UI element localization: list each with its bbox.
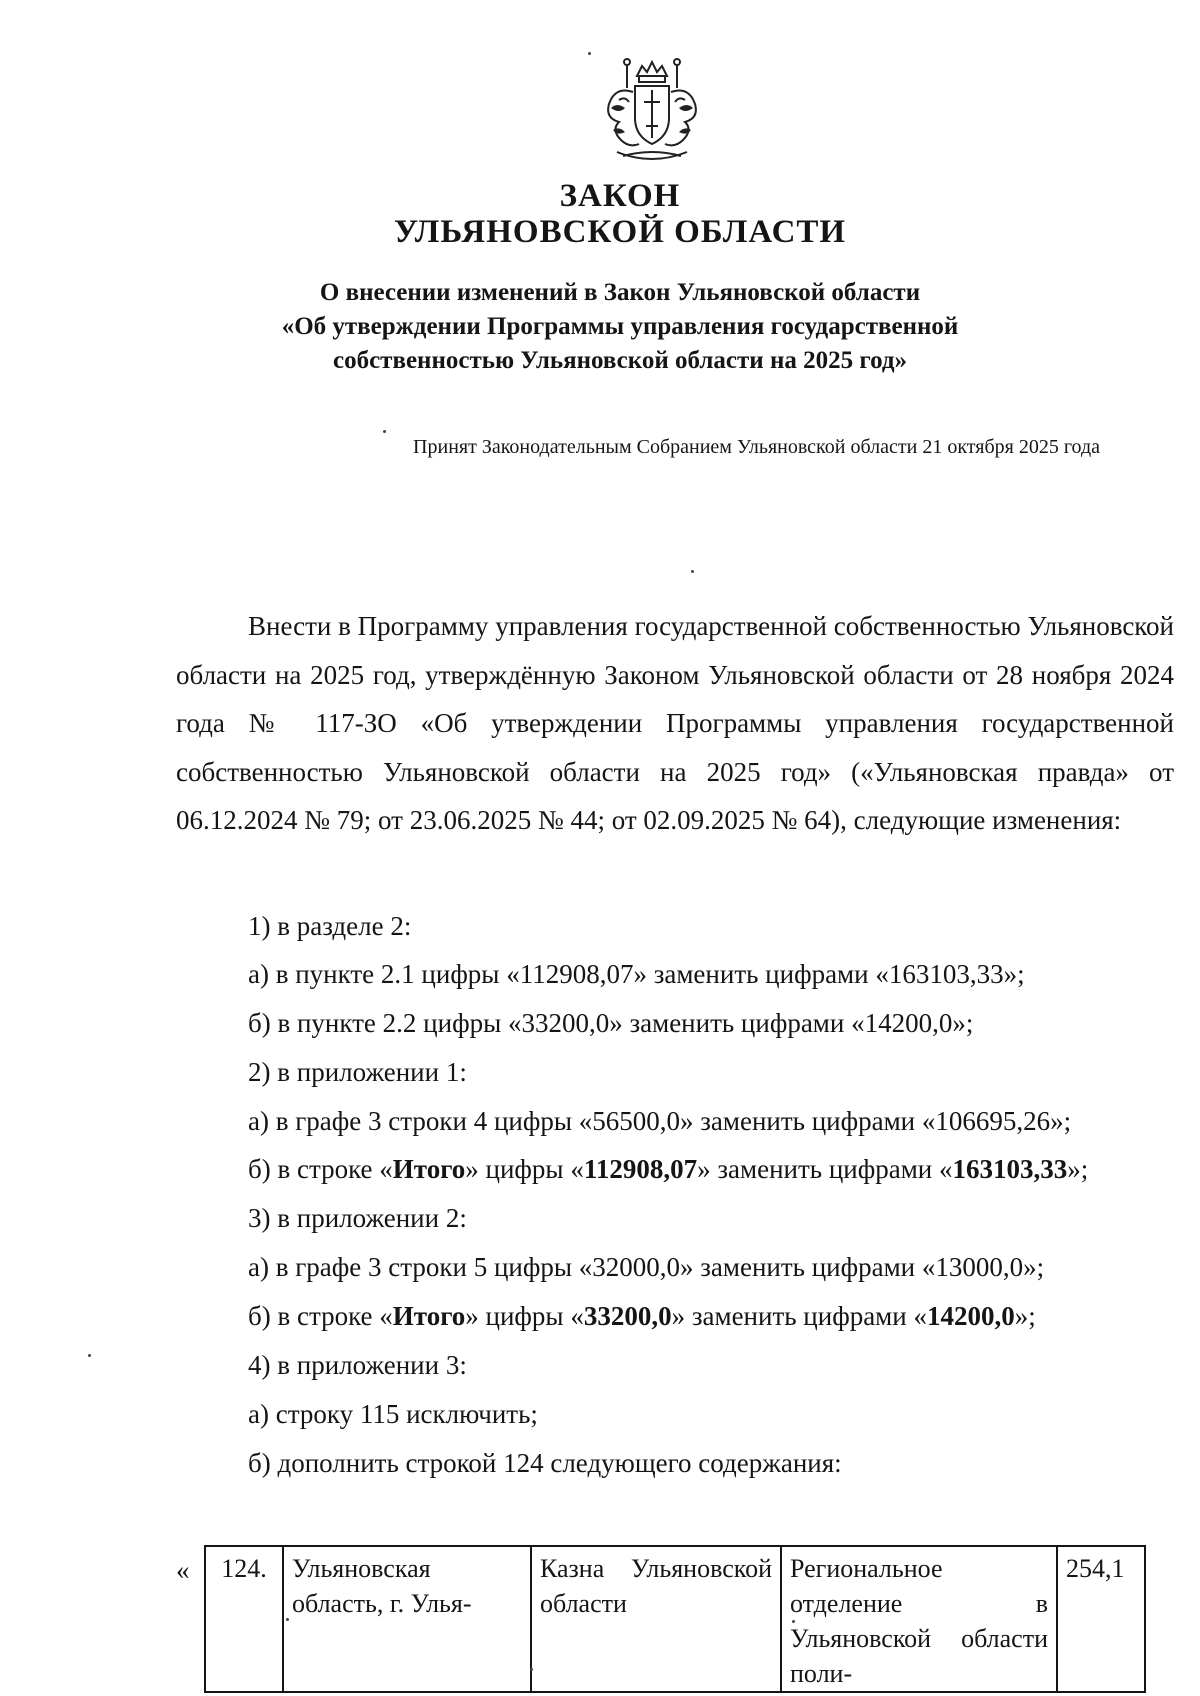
list-item: а) в графе 3 строки 5 цифры «32000,0» заменить цифрами «13000,0»; [248, 1252, 1045, 1282]
list-item: а) в пункте 2.1 цифры «112908,07» заменить цифрами «163103,33»; [248, 959, 1025, 989]
scan-speck [691, 570, 694, 573]
law-region-title: УЛЬЯНОВСКОЙ ОБЛАСТИ [393, 214, 847, 250]
scan-speck [383, 430, 386, 433]
opening-quote: « [176, 1555, 190, 1585]
table-row [205, 1546, 1145, 1692]
location-cell: Ульяновская область, г. Улья- [283, 1546, 531, 1692]
list-item: б) в строке «Итого» цифры «112908,07» заменить цифрами «163103,33»; [248, 1154, 1089, 1184]
recipient-cell: Региональное отделение в Ульяновской области поли- [781, 1546, 1057, 1692]
row-number-cell: 124. [205, 1546, 283, 1692]
scan-speck [588, 52, 591, 55]
scan-speck [530, 1668, 533, 1671]
holder-cell: Казна Ульяновской области [531, 1546, 781, 1692]
list-item: а) в графе 3 строки 4 цифры «56500,0» заменить цифрами «106695,26»; [248, 1106, 1072, 1136]
list-item: 2) в приложении 1: [248, 1057, 467, 1087]
list-item: 3) в приложении 2: [248, 1203, 467, 1233]
list-item: б) дополнить строкой 124 следующего содержания: [248, 1448, 842, 1478]
scan-speck [286, 1618, 289, 1621]
subtitle-line: «Об утверждении Программы управления государственной [281, 313, 959, 340]
subtitle-line: О внесении изменений в Закон Ульяновской области [319, 279, 921, 306]
list-item: б) в строке «Итого» цифры «33200,0» заменить цифрами «14200,0»; [248, 1301, 1036, 1331]
list-item: б) в пункте 2.2 цифры «33200,0» заменить цифрами «14200,0»; [248, 1008, 974, 1038]
value-cell: 254,1 [1057, 1546, 1145, 1692]
intro-paragraph: Внести в Программу управления государственной собственностью Ульяновской области на 2025 год, утверждённую Законом Ульяновской области от 28 ноября 2024 года № 117-ЗО «Об утверждении Программы управления государственной собственностью Ульяновской области на 2025 год» («Ульяновская правда» от 06.12.2024 № 79; от 23.06.2025 № 44; от 02.09.2025 № 64), следующие изменения: [176, 611, 1174, 835]
inserted-row-table [204, 1545, 1146, 1693]
subtitle-line: собственностью Ульяновской области на 2025 год» [332, 347, 908, 374]
list-item: 1) в разделе 2: [248, 911, 412, 941]
scan-speck [88, 1354, 91, 1357]
list-item: 4) в приложении 3: [248, 1350, 467, 1380]
scan-speck [792, 1620, 795, 1623]
law-subtitle [150, 276, 1090, 378]
coat-of-arms-emblem [597, 56, 707, 168]
law-title: ЗАКОН [559, 178, 681, 214]
list-item: а) строку 115 исключить; [248, 1399, 538, 1429]
adoption-note: Принят Законодательным Собранием Ульяновской области 21 октября 2025 года [413, 436, 1100, 458]
